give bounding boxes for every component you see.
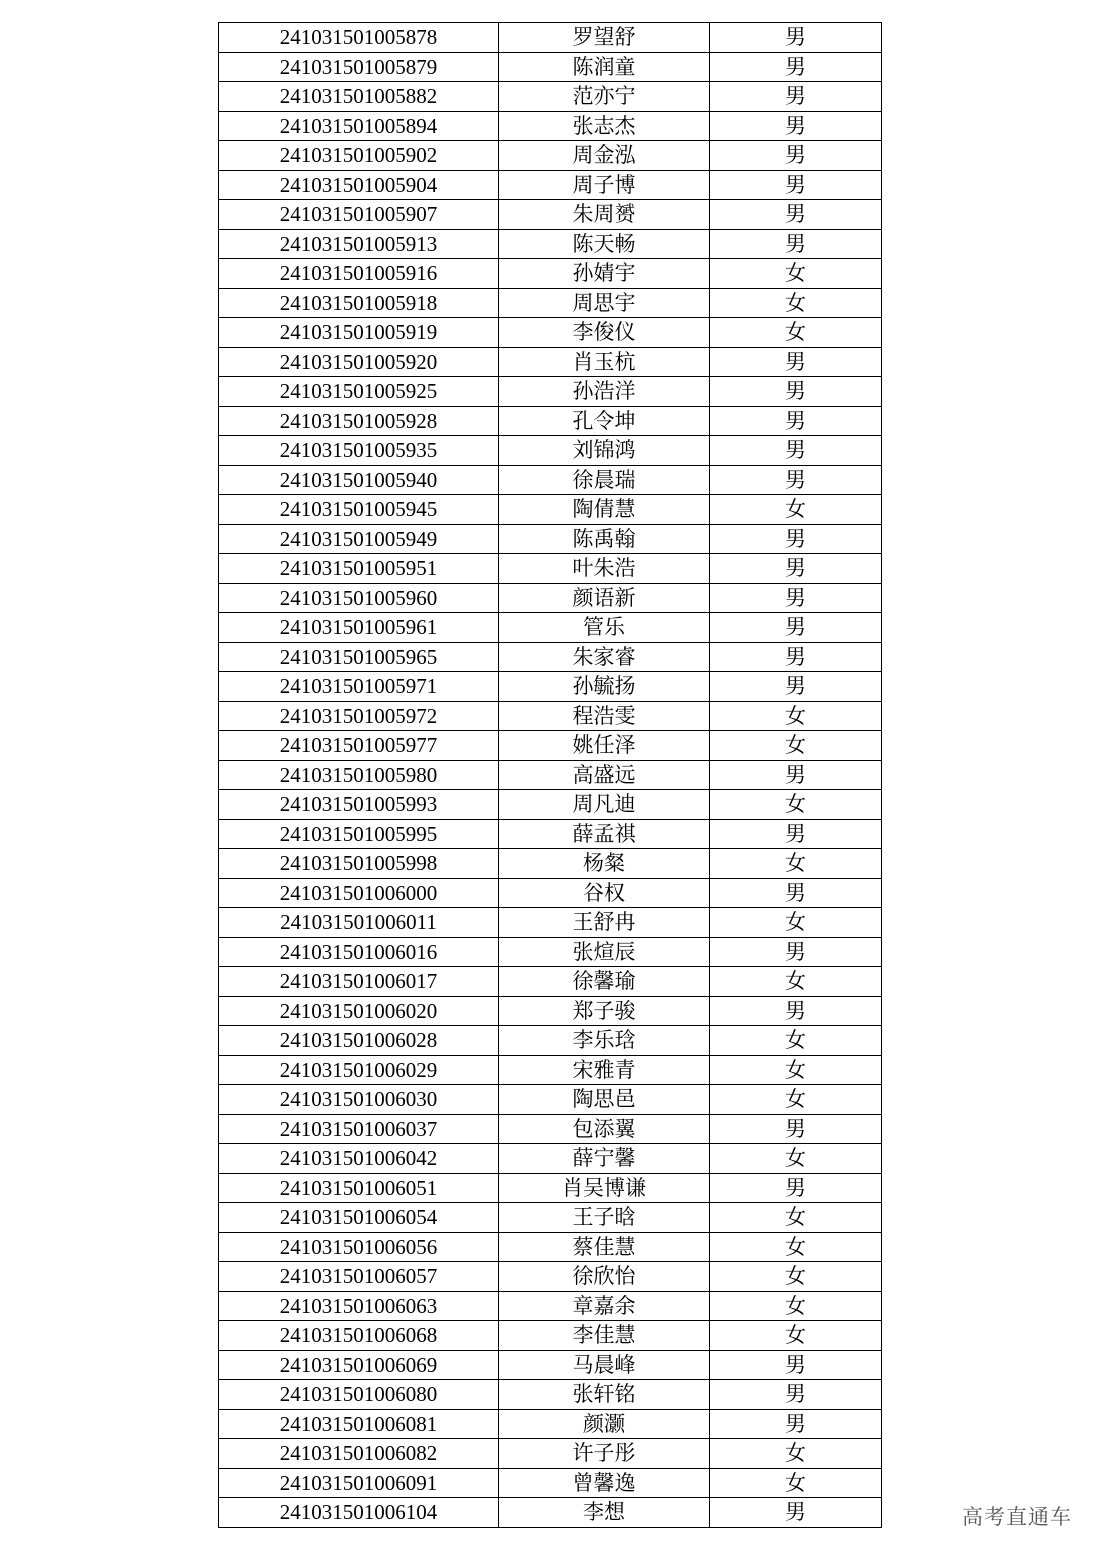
student-gender-cell: 女	[710, 288, 882, 318]
student-name-cell: 刘锦鸿	[499, 436, 710, 466]
student-gender-cell: 男	[710, 229, 882, 259]
student-gender-cell: 男	[710, 436, 882, 466]
student-gender-cell: 女	[710, 731, 882, 761]
student-name-cell: 肖吴博谦	[499, 1173, 710, 1203]
student-gender-cell: 男	[710, 613, 882, 643]
student-id-cell: 241031501005972	[219, 701, 499, 731]
student-name-cell: 张煊辰	[499, 937, 710, 967]
student-gender-cell: 男	[710, 170, 882, 200]
student-gender-cell: 女	[710, 1203, 882, 1233]
student-id-cell: 241031501006063	[219, 1291, 499, 1321]
student-id-cell: 241031501006020	[219, 996, 499, 1026]
table-row	[219, 1026, 882, 1056]
table-row	[219, 82, 882, 112]
table-row	[219, 229, 882, 259]
student-name-cell: 罗望舒	[499, 23, 710, 53]
table-row	[219, 1409, 882, 1439]
student-gender-cell: 男	[710, 23, 882, 53]
table-row	[219, 996, 882, 1026]
student-gender-cell: 男	[710, 1173, 882, 1203]
student-id-cell: 241031501005902	[219, 141, 499, 171]
table-row	[219, 141, 882, 171]
student-name-cell: 颜语新	[499, 583, 710, 613]
table-row	[219, 23, 882, 53]
table-row	[219, 1321, 882, 1351]
student-gender-cell: 女	[710, 1026, 882, 1056]
table-row	[219, 1291, 882, 1321]
student-id-cell: 241031501005995	[219, 819, 499, 849]
student-id-cell: 241031501006069	[219, 1350, 499, 1380]
student-gender-cell: 女	[710, 1232, 882, 1262]
student-name-cell: 谷权	[499, 878, 710, 908]
table-row	[219, 111, 882, 141]
student-name-cell: 叶朱浩	[499, 554, 710, 584]
student-name-cell: 孙婧宇	[499, 259, 710, 289]
student-id-cell: 241031501006011	[219, 908, 499, 938]
table-row	[219, 524, 882, 554]
table-row	[219, 1350, 882, 1380]
student-id-cell: 241031501006042	[219, 1144, 499, 1174]
student-gender-cell: 男	[710, 52, 882, 82]
student-id-cell: 241031501006104	[219, 1498, 499, 1528]
student-id-cell: 241031501005925	[219, 377, 499, 407]
student-id-cell: 241031501005919	[219, 318, 499, 348]
student-gender-cell: 男	[710, 465, 882, 495]
student-name-cell: 管乐	[499, 613, 710, 643]
table-row	[219, 170, 882, 200]
student-name-cell: 周金泓	[499, 141, 710, 171]
student-name-cell: 徐馨瑜	[499, 967, 710, 997]
table-row	[219, 701, 882, 731]
student-name-cell: 曾馨逸	[499, 1468, 710, 1498]
student-gender-cell: 男	[710, 141, 882, 171]
student-id-cell: 241031501006057	[219, 1262, 499, 1292]
student-id-cell: 241031501005951	[219, 554, 499, 584]
student-name-cell: 颜灏	[499, 1409, 710, 1439]
table-row	[219, 318, 882, 348]
student-id-cell: 241031501005945	[219, 495, 499, 525]
student-name-cell: 蔡佳慧	[499, 1232, 710, 1262]
student-id-cell: 241031501006056	[219, 1232, 499, 1262]
student-gender-cell: 男	[710, 377, 882, 407]
roster-body	[219, 23, 882, 1528]
student-name-cell: 朱周赟	[499, 200, 710, 230]
student-gender-cell: 男	[710, 200, 882, 230]
student-gender-cell: 女	[710, 318, 882, 348]
student-gender-cell: 男	[710, 406, 882, 436]
student-name-cell: 宋雅青	[499, 1055, 710, 1085]
student-gender-cell: 男	[710, 82, 882, 112]
table-row	[219, 1380, 882, 1410]
table-row	[219, 347, 882, 377]
student-name-cell: 陈润童	[499, 52, 710, 82]
student-id-cell: 241031501005949	[219, 524, 499, 554]
student-name-cell: 高盛远	[499, 760, 710, 790]
table-row	[219, 1144, 882, 1174]
table-row	[219, 583, 882, 613]
student-name-cell: 杨粲	[499, 849, 710, 879]
student-id-cell: 241031501006017	[219, 967, 499, 997]
student-gender-cell: 女	[710, 495, 882, 525]
student-id-cell: 241031501005960	[219, 583, 499, 613]
student-name-cell: 陈禹翰	[499, 524, 710, 554]
student-name-cell: 李想	[499, 1498, 710, 1528]
student-id-cell: 241031501005961	[219, 613, 499, 643]
student-gender-cell: 女	[710, 1055, 882, 1085]
student-gender-cell: 女	[710, 1321, 882, 1351]
student-id-cell: 241031501006037	[219, 1114, 499, 1144]
student-gender-cell: 男	[710, 1114, 882, 1144]
student-name-cell: 肖玉杭	[499, 347, 710, 377]
student-gender-cell: 女	[710, 701, 882, 731]
student-name-cell: 王舒冉	[499, 908, 710, 938]
student-gender-cell: 女	[710, 908, 882, 938]
table-row	[219, 288, 882, 318]
table-row	[219, 377, 882, 407]
student-id-cell: 241031501005913	[219, 229, 499, 259]
student-name-cell: 孙浩洋	[499, 377, 710, 407]
student-gender-cell: 女	[710, 1085, 882, 1115]
student-gender-cell: 女	[710, 849, 882, 879]
table-row	[219, 1114, 882, 1144]
student-id-cell: 241031501005916	[219, 259, 499, 289]
student-id-cell: 241031501005907	[219, 200, 499, 230]
student-name-cell: 周思宇	[499, 288, 710, 318]
student-gender-cell: 女	[710, 967, 882, 997]
student-id-cell: 241031501005971	[219, 672, 499, 702]
table-row	[219, 1232, 882, 1262]
student-name-cell: 徐欣怡	[499, 1262, 710, 1292]
student-gender-cell: 女	[710, 1262, 882, 1292]
student-id-cell: 241031501005882	[219, 82, 499, 112]
student-gender-cell: 男	[710, 642, 882, 672]
student-name-cell: 姚任泽	[499, 731, 710, 761]
table-row	[219, 672, 882, 702]
table-row	[219, 1173, 882, 1203]
table-row	[219, 1498, 882, 1528]
student-name-cell: 李俊仪	[499, 318, 710, 348]
student-id-cell: 241031501006080	[219, 1380, 499, 1410]
table-row	[219, 1468, 882, 1498]
student-id-cell: 241031501005878	[219, 23, 499, 53]
student-gender-cell: 男	[710, 583, 882, 613]
student-name-cell: 周凡迪	[499, 790, 710, 820]
student-name-cell: 郑子骏	[499, 996, 710, 1026]
student-gender-cell: 男	[710, 878, 882, 908]
student-name-cell: 张轩铭	[499, 1380, 710, 1410]
student-name-cell: 薛孟祺	[499, 819, 710, 849]
student-gender-cell: 男	[710, 524, 882, 554]
student-id-cell: 241031501005928	[219, 406, 499, 436]
student-gender-cell: 男	[710, 111, 882, 141]
student-gender-cell: 女	[710, 790, 882, 820]
table-row	[219, 937, 882, 967]
table-row	[219, 878, 882, 908]
student-name-cell: 薛宁馨	[499, 1144, 710, 1174]
student-name-cell: 李佳慧	[499, 1321, 710, 1351]
student-id-cell: 241031501005993	[219, 790, 499, 820]
student-id-cell: 241031501006091	[219, 1468, 499, 1498]
student-id-cell: 241031501006029	[219, 1055, 499, 1085]
table-row	[219, 200, 882, 230]
student-name-cell: 马晨峰	[499, 1350, 710, 1380]
student-id-cell: 241031501005918	[219, 288, 499, 318]
student-gender-cell: 女	[710, 1468, 882, 1498]
student-name-cell: 陈天畅	[499, 229, 710, 259]
student-name-cell: 周子博	[499, 170, 710, 200]
table-row	[219, 819, 882, 849]
table-row	[219, 406, 882, 436]
student-name-cell: 朱家睿	[499, 642, 710, 672]
student-id-cell: 241031501006082	[219, 1439, 499, 1469]
student-gender-cell: 男	[710, 1380, 882, 1410]
student-gender-cell: 男	[710, 554, 882, 584]
student-id-cell: 241031501005935	[219, 436, 499, 466]
student-gender-cell: 女	[710, 1291, 882, 1321]
table-row	[219, 436, 882, 466]
student-name-cell: 章嘉余	[499, 1291, 710, 1321]
student-gender-cell: 男	[710, 937, 882, 967]
table-row	[219, 554, 882, 584]
table-row	[219, 908, 882, 938]
student-gender-cell: 女	[710, 259, 882, 289]
student-gender-cell: 男	[710, 1409, 882, 1439]
student-id-cell: 241031501005980	[219, 760, 499, 790]
student-id-cell: 241031501005940	[219, 465, 499, 495]
table-row	[219, 1439, 882, 1469]
table-row	[219, 1085, 882, 1115]
table-row	[219, 259, 882, 289]
student-gender-cell: 女	[710, 1439, 882, 1469]
student-name-cell: 孔令坤	[499, 406, 710, 436]
student-id-cell: 241031501005879	[219, 52, 499, 82]
student-gender-cell: 男	[710, 672, 882, 702]
student-id-cell: 241031501005998	[219, 849, 499, 879]
student-name-cell: 孙毓扬	[499, 672, 710, 702]
student-name-cell: 徐晨瑞	[499, 465, 710, 495]
student-gender-cell: 男	[710, 996, 882, 1026]
student-gender-cell: 男	[710, 347, 882, 377]
student-name-cell: 陶思邑	[499, 1085, 710, 1115]
student-name-cell: 包添翼	[499, 1114, 710, 1144]
student-id-cell: 241031501006081	[219, 1409, 499, 1439]
table-row	[219, 1055, 882, 1085]
student-gender-cell: 男	[710, 1350, 882, 1380]
student-gender-cell: 男	[710, 760, 882, 790]
student-name-cell: 陶倩慧	[499, 495, 710, 525]
student-name-cell: 张志杰	[499, 111, 710, 141]
student-name-cell: 范亦宁	[499, 82, 710, 112]
student-id-cell: 241031501006030	[219, 1085, 499, 1115]
watermark-text: 高考直通车	[962, 1505, 1072, 1529]
student-id-cell: 241031501005965	[219, 642, 499, 672]
student-roster-table	[218, 22, 882, 1528]
table-row	[219, 495, 882, 525]
table-row	[219, 642, 882, 672]
student-id-cell: 241031501005977	[219, 731, 499, 761]
student-name-cell: 程浩雯	[499, 701, 710, 731]
student-id-cell: 241031501006054	[219, 1203, 499, 1233]
student-id-cell: 241031501006016	[219, 937, 499, 967]
student-id-cell: 241031501006051	[219, 1173, 499, 1203]
student-id-cell: 241031501006028	[219, 1026, 499, 1056]
student-id-cell: 241031501006068	[219, 1321, 499, 1351]
student-name-cell: 许子彤	[499, 1439, 710, 1469]
table-row	[219, 52, 882, 82]
student-name-cell: 王子晗	[499, 1203, 710, 1233]
student-id-cell: 241031501005920	[219, 347, 499, 377]
table-row	[219, 731, 882, 761]
table-row	[219, 967, 882, 997]
table-row	[219, 613, 882, 643]
student-gender-cell: 女	[710, 1144, 882, 1174]
table-row	[219, 790, 882, 820]
student-id-cell: 241031501005894	[219, 111, 499, 141]
table-row	[219, 465, 882, 495]
student-name-cell: 李乐琀	[499, 1026, 710, 1056]
table-row	[219, 760, 882, 790]
student-id-cell: 241031501006000	[219, 878, 499, 908]
table-row	[219, 849, 882, 879]
student-id-cell: 241031501005904	[219, 170, 499, 200]
table-row	[219, 1262, 882, 1292]
table-row	[219, 1203, 882, 1233]
student-gender-cell: 男	[710, 1498, 882, 1528]
student-gender-cell: 男	[710, 819, 882, 849]
